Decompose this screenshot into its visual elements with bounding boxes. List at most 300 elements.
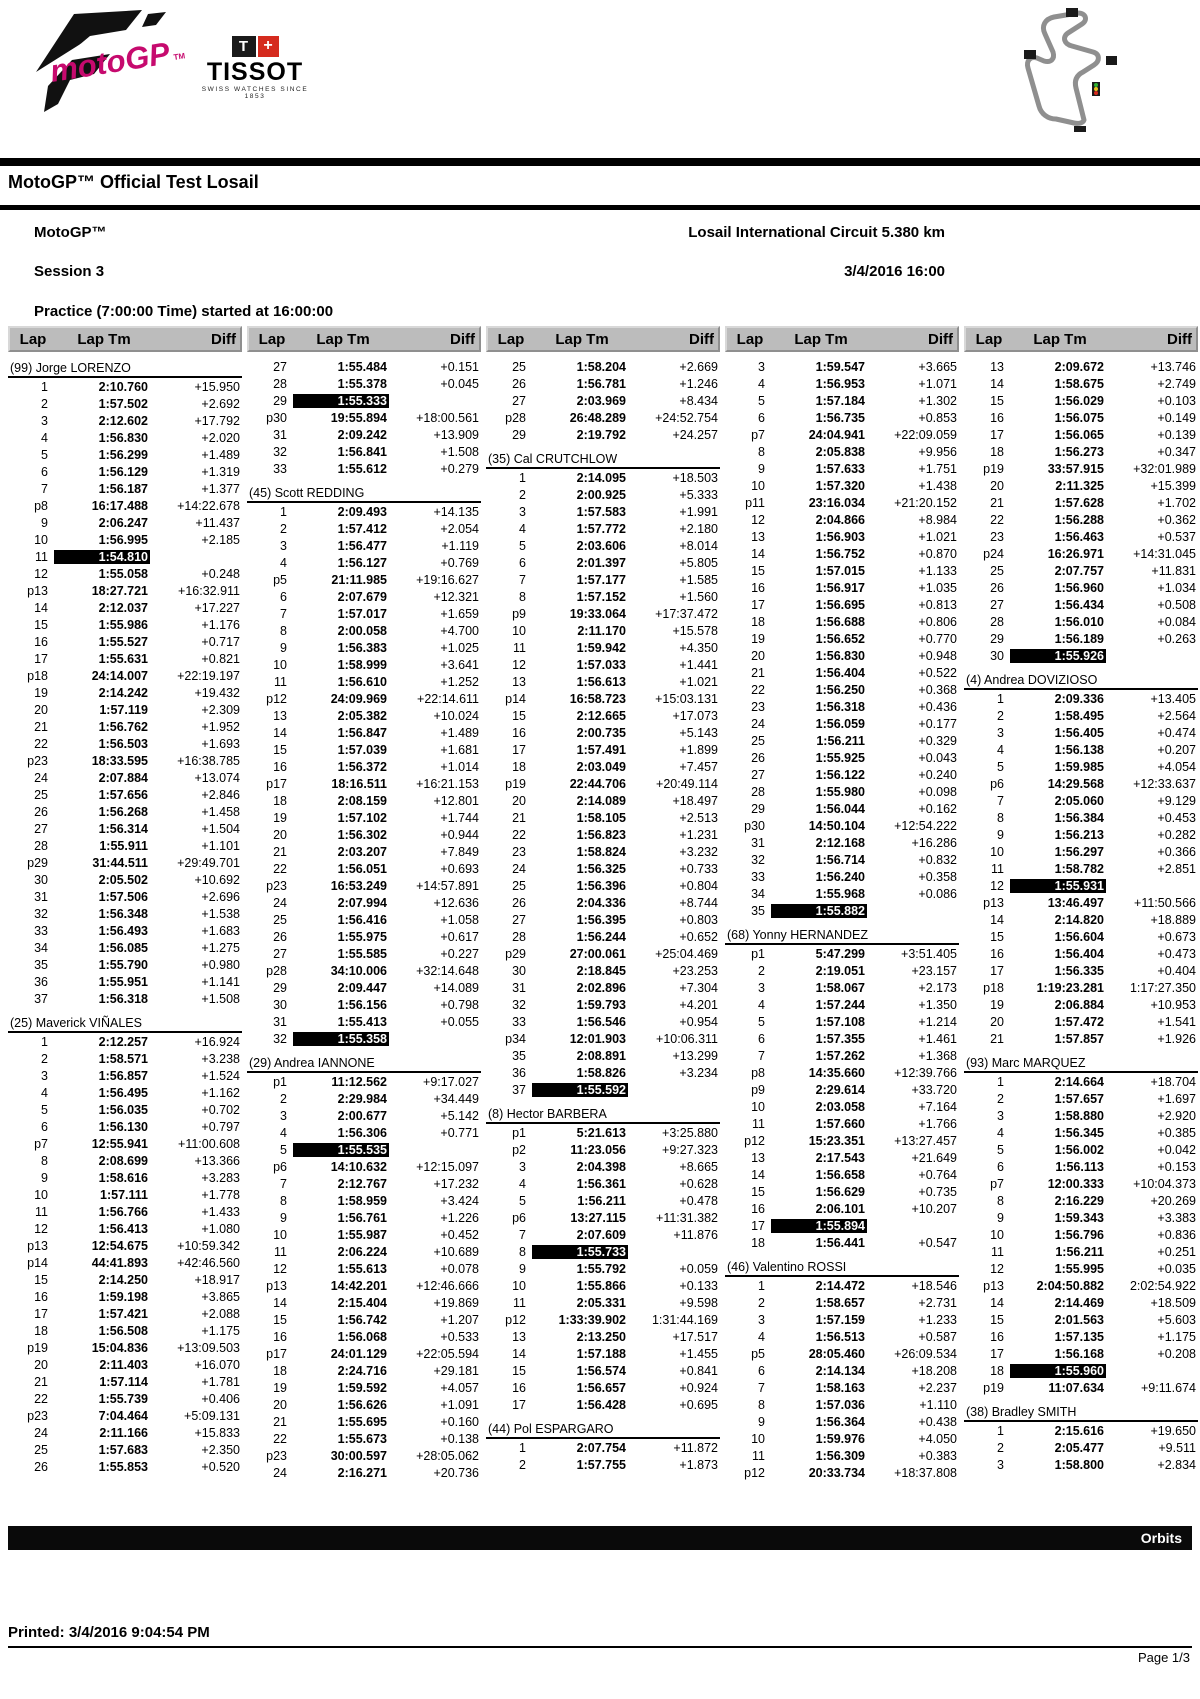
lap-time-cell: 2:05.502 bbox=[98, 872, 148, 887]
lap-row bbox=[725, 1447, 959, 1464]
lap-time-cell: 1:55.866 bbox=[576, 1278, 626, 1293]
lap-diff-cell: +15.950 bbox=[194, 379, 240, 394]
lap-time-cell: 1:56.372 bbox=[337, 759, 387, 774]
lap-number-cell: p13 bbox=[983, 1278, 1004, 1293]
lap-number-cell: 37 bbox=[34, 991, 48, 1006]
lap-diff-cell: +8.014 bbox=[679, 538, 718, 553]
lap-number-cell: 10 bbox=[751, 478, 765, 493]
lap-diff-cell: +1.538 bbox=[201, 906, 240, 921]
page-number: Page 1/3 bbox=[1137, 1650, 1190, 1665]
lap-number-cell: 15 bbox=[34, 1272, 48, 1287]
lap-diff-cell: +18:37.808 bbox=[894, 1465, 957, 1480]
lap-row bbox=[725, 630, 959, 647]
lap-diff-cell: +3.665 bbox=[918, 359, 957, 374]
lap-number-cell: 6 bbox=[41, 464, 48, 479]
column-header-laptime: Lap Tm bbox=[555, 330, 609, 348]
lap-diff-cell: +13:09.503 bbox=[177, 1340, 240, 1355]
lap-diff-cell: +3.238 bbox=[201, 1051, 240, 1066]
lap-diff-cell: +5.603 bbox=[1157, 1312, 1196, 1327]
lap-row bbox=[247, 1107, 481, 1124]
column-header-diff: Diff bbox=[211, 330, 236, 348]
lap-row bbox=[725, 1396, 959, 1413]
lap-row bbox=[8, 1220, 242, 1237]
lap-diff-cell: +0.804 bbox=[679, 878, 718, 893]
lap-time-cell: 1:57.111 bbox=[100, 1187, 148, 1202]
track-label-chip bbox=[1024, 50, 1036, 59]
lap-diff-cell: +1.952 bbox=[201, 719, 240, 734]
lap-time-cell: 2:14.095 bbox=[576, 470, 626, 485]
lap-number-cell: p1 bbox=[751, 946, 765, 961]
lap-row bbox=[247, 460, 481, 477]
lap-number-cell: 17 bbox=[751, 1218, 765, 1233]
lap-row bbox=[247, 1396, 481, 1413]
lap-time-cell: 1:57.244 bbox=[815, 997, 865, 1012]
lap-number-cell: 26 bbox=[751, 750, 765, 765]
lap-diff-cell: +12:15.097 bbox=[416, 1159, 479, 1174]
lap-diff-cell: +0.035 bbox=[1157, 1261, 1196, 1276]
lap-row bbox=[964, 1345, 1198, 1362]
rider-header: (68) Yonny HERNANDEZ bbox=[725, 928, 959, 945]
lap-diff-cell: +0.537 bbox=[1157, 529, 1196, 544]
lap-time-cell: 1:56.953 bbox=[815, 376, 865, 391]
lap-diff-cell: +14:31.045 bbox=[1133, 546, 1196, 561]
lap-diff-cell: +9.598 bbox=[679, 1295, 718, 1310]
lap-number-cell: 22 bbox=[751, 682, 765, 697]
lap-number-cell: 10 bbox=[34, 1187, 48, 1202]
lap-time-cell: 33:57.915 bbox=[1047, 461, 1104, 476]
lap-diff-cell: +0.769 bbox=[440, 555, 479, 570]
lap-time-cell: 2:04.866 bbox=[815, 512, 865, 527]
lap-time-cell: 1:56.495 bbox=[98, 1085, 148, 1100]
lap-time-cell: 1:57.772 bbox=[576, 521, 626, 536]
lap-number-cell: 14 bbox=[273, 725, 287, 740]
lap-diff-cell: +0.078 bbox=[440, 1261, 479, 1276]
lap-number-cell: 12 bbox=[273, 1261, 287, 1276]
lap-time-cell: 2:15.404 bbox=[337, 1295, 387, 1310]
lap-number-cell: 36 bbox=[512, 1065, 526, 1080]
lap-diff-cell: +3:51.405 bbox=[901, 946, 957, 961]
lap-time-cell: 1:56.244 bbox=[576, 929, 626, 944]
lap-diff-cell: +12.636 bbox=[433, 895, 479, 910]
lap-time-cell: 1:59.985 bbox=[1054, 759, 1104, 774]
lap-time-cell: 14:10.632 bbox=[330, 1159, 387, 1174]
lap-row bbox=[8, 429, 242, 446]
lap-number-cell: 3 bbox=[997, 725, 1004, 740]
lap-row bbox=[8, 769, 242, 786]
lap-diff-cell: +13.405 bbox=[1150, 691, 1196, 706]
lap-row bbox=[486, 707, 720, 724]
lap-time-cell: 1:56.113 bbox=[1055, 1159, 1104, 1174]
lap-row bbox=[8, 888, 242, 905]
lap-diff-cell: +0.533 bbox=[440, 1329, 479, 1344]
lap-row bbox=[8, 735, 242, 752]
lap-row bbox=[247, 1430, 481, 1447]
lap-number-cell: 32 bbox=[512, 997, 526, 1012]
lap-row bbox=[486, 809, 720, 826]
lap-diff-cell: +1.014 bbox=[440, 759, 479, 774]
lap-diff-cell: +0.695 bbox=[679, 1397, 718, 1412]
lap-time-cell: 2:09.493 bbox=[337, 504, 387, 519]
lap-row bbox=[486, 826, 720, 843]
lap-time-cell: 1:57.583 bbox=[576, 504, 626, 519]
lap-diff-cell: +10.689 bbox=[433, 1244, 479, 1259]
lap-diff-cell: +1.560 bbox=[679, 589, 718, 604]
lap-row bbox=[725, 1311, 959, 1328]
lap-diff-cell: +1.455 bbox=[679, 1346, 718, 1361]
lap-number-cell: 18 bbox=[273, 793, 287, 808]
lap-number-cell: p30 bbox=[266, 410, 287, 425]
lap-time-cell: 1:57.262 bbox=[815, 1048, 865, 1063]
lap-time-cell: 2:09.242 bbox=[337, 427, 387, 442]
lap-number-cell: 18 bbox=[273, 1363, 287, 1378]
lap-row bbox=[247, 979, 481, 996]
lap-time-cell: 1:56.847 bbox=[337, 725, 387, 740]
lap-time-cell: 1:57.102 bbox=[337, 810, 387, 825]
lap-number-cell: 33 bbox=[34, 923, 48, 938]
lap-diff-cell: +0.717 bbox=[201, 634, 240, 649]
column-header-laptime: Lap Tm bbox=[316, 330, 370, 348]
lap-diff-cell: +18:00.561 bbox=[416, 410, 479, 425]
lap-diff-cell: +3.424 bbox=[440, 1193, 479, 1208]
lap-row bbox=[725, 698, 959, 715]
lap-number-cell: 2 bbox=[997, 1091, 1004, 1106]
lap-diff-cell: +1.585 bbox=[679, 572, 718, 587]
lap-row bbox=[8, 820, 242, 837]
lap-row bbox=[486, 1047, 720, 1064]
lap-time-cell: 2:24.716 bbox=[337, 1363, 387, 1378]
lap-time-cell: 1:57.320 bbox=[815, 478, 865, 493]
lap-row bbox=[8, 1084, 242, 1101]
lap-number-cell: 27 bbox=[751, 767, 765, 782]
lap-row bbox=[8, 990, 242, 1007]
lap-row bbox=[247, 1124, 481, 1141]
rider-header: (25) Maverick VIÑALES bbox=[8, 1016, 242, 1033]
lap-diff-cell: +23.157 bbox=[911, 963, 957, 978]
lap-number-cell: 17 bbox=[751, 597, 765, 612]
lap-row bbox=[247, 1345, 481, 1362]
lap-row bbox=[964, 1013, 1198, 1030]
lap-row bbox=[486, 503, 720, 520]
lap-row bbox=[725, 494, 959, 511]
lap-number-cell: 9 bbox=[280, 640, 287, 655]
lap-row bbox=[247, 1175, 481, 1192]
lap-diff-cell: +0.103 bbox=[1157, 393, 1196, 408]
lap-number-cell: 8 bbox=[280, 623, 287, 638]
lap-row bbox=[8, 667, 242, 684]
lap-row bbox=[8, 378, 242, 395]
lap-number-cell: 2 bbox=[997, 708, 1004, 723]
lap-time-cell: 26:48.289 bbox=[569, 410, 626, 425]
lap-row bbox=[486, 996, 720, 1013]
lap-number-cell: 22 bbox=[273, 861, 287, 876]
lap-time-cell: 1:59.198 bbox=[98, 1289, 148, 1304]
lap-time-cell: 2:03.058 bbox=[815, 1099, 865, 1114]
lap-row bbox=[8, 939, 242, 956]
lap-row bbox=[486, 622, 720, 639]
lap-diff-cell: +1.504 bbox=[201, 821, 240, 836]
lap-number-cell: 25 bbox=[273, 912, 287, 927]
lap-time-cell: 1:57.660 bbox=[815, 1116, 865, 1131]
lap-diff-cell: +11:31.382 bbox=[656, 1210, 718, 1225]
lap-number-cell: 22 bbox=[512, 827, 526, 842]
lap-number-cell: 4 bbox=[758, 1329, 765, 1344]
lap-row bbox=[486, 1311, 720, 1328]
column-header bbox=[8, 326, 242, 352]
lap-time-cell: 2:29.614 bbox=[815, 1082, 865, 1097]
lap-number-cell: p28 bbox=[266, 963, 287, 978]
lap-number-cell: 18 bbox=[751, 614, 765, 629]
lap-row bbox=[725, 962, 959, 979]
lap-time-cell: 2:06.224 bbox=[337, 1244, 387, 1259]
lap-time-cell: 1:56.508 bbox=[98, 1323, 148, 1338]
orbits-bar bbox=[8, 1526, 1192, 1550]
lap-row bbox=[964, 477, 1198, 494]
lap-number-cell: 29 bbox=[512, 427, 526, 442]
lap-number-cell: 19 bbox=[751, 631, 765, 646]
lap-row bbox=[8, 548, 242, 565]
lap-diff-cell: 1:17:27.350 bbox=[1129, 980, 1196, 995]
lap-diff-cell: +0.770 bbox=[918, 631, 957, 646]
lap-time-cell: 2:05.382 bbox=[337, 708, 387, 723]
lap-time-cell: 1:56.796 bbox=[1054, 1227, 1104, 1242]
lap-time-cell: 1:57.033 bbox=[576, 657, 626, 672]
lap-diff-cell: +1.438 bbox=[918, 478, 957, 493]
lap-number-cell: 13 bbox=[751, 529, 765, 544]
lap-number-cell: 30 bbox=[273, 997, 287, 1012]
lap-row bbox=[964, 579, 1198, 596]
lap-row bbox=[247, 758, 481, 775]
lap-row bbox=[964, 1073, 1198, 1090]
lap-time-cell: 1:56.002 bbox=[1054, 1142, 1104, 1157]
lap-diff-cell: +12:46.666 bbox=[416, 1278, 479, 1293]
lap-number-cell: 17 bbox=[990, 963, 1004, 978]
lap-time-cell: 1:56.546 bbox=[576, 1014, 626, 1029]
lap-row bbox=[486, 588, 720, 605]
lap-number-cell: 9 bbox=[41, 1170, 48, 1185]
lap-diff-cell: +0.452 bbox=[440, 1227, 479, 1242]
lap-diff-cell: +9.956 bbox=[918, 444, 957, 459]
lap-row bbox=[486, 1277, 720, 1294]
lap-row bbox=[725, 868, 959, 885]
lap-diff-cell: +0.366 bbox=[1157, 844, 1196, 859]
lap-number-cell: 12 bbox=[751, 512, 765, 527]
lap-number-cell: 11 bbox=[513, 640, 526, 655]
lap-time-cell: 2:10.760 bbox=[98, 379, 148, 394]
lap-row bbox=[964, 1107, 1198, 1124]
lap-time-cell: 1:55.951 bbox=[98, 974, 148, 989]
lap-row bbox=[8, 1067, 242, 1084]
lap-number-cell: 20 bbox=[273, 827, 287, 842]
lap-number-cell: p7 bbox=[34, 1136, 48, 1151]
lap-number-cell: 3 bbox=[758, 980, 765, 995]
lap-diff-cell: +11.872 bbox=[673, 1440, 718, 1455]
lap-row bbox=[8, 582, 242, 599]
lap-time-cell: 1:56.404 bbox=[1054, 946, 1104, 961]
lap-row bbox=[8, 412, 242, 429]
lap-row bbox=[486, 520, 720, 537]
lap-number-cell: 3 bbox=[997, 1108, 1004, 1123]
lap-time-cell: 1:56.211 bbox=[816, 733, 865, 748]
lap-row bbox=[247, 1013, 481, 1030]
lap-time-cell: 1:55.413 bbox=[337, 1014, 387, 1029]
lap-row bbox=[964, 630, 1198, 647]
lap-diff-cell: +18.509 bbox=[1150, 1295, 1196, 1310]
lap-row bbox=[486, 1124, 720, 1141]
lap-number-cell: 16 bbox=[34, 634, 48, 649]
lap-diff-cell: +1.319 bbox=[201, 464, 240, 479]
lap-diff-cell: +19.650 bbox=[1150, 1423, 1196, 1438]
lap-row bbox=[964, 724, 1198, 741]
lap-row bbox=[247, 1073, 481, 1090]
lap-number-cell: 35 bbox=[34, 957, 48, 972]
lap-number-cell: 15 bbox=[751, 563, 765, 578]
lap-time-cell: 1:56.761 bbox=[337, 1210, 387, 1225]
lap-diff-cell: +3:25.880 bbox=[662, 1125, 718, 1140]
lap-row bbox=[725, 1064, 959, 1081]
lap-row bbox=[8, 395, 242, 412]
lap-row bbox=[725, 1132, 959, 1149]
lap-row bbox=[725, 715, 959, 732]
lap-row bbox=[725, 749, 959, 766]
lap-time-cell: 2:00.677 bbox=[337, 1108, 387, 1123]
lap-time-cell: 5:21.613 bbox=[576, 1125, 626, 1140]
lap-row bbox=[486, 877, 720, 894]
lap-row bbox=[964, 1192, 1198, 1209]
lap-number-cell: 14 bbox=[751, 546, 765, 561]
lap-row bbox=[8, 1407, 242, 1424]
lap-row bbox=[725, 409, 959, 426]
lap-time-cell: 1:59.793 bbox=[576, 997, 626, 1012]
lap-diff-cell: +0.240 bbox=[918, 767, 957, 782]
lap-row bbox=[964, 792, 1198, 809]
lap-row bbox=[486, 1013, 720, 1030]
lap-diff-cell: +0.086 bbox=[918, 886, 957, 901]
lap-row bbox=[486, 1328, 720, 1345]
lap-diff-cell: +1.025 bbox=[440, 640, 479, 655]
lap-time-cell: 2:07.757 bbox=[1054, 563, 1104, 578]
lap-row bbox=[247, 409, 481, 426]
lap-time-cell: 22:44.706 bbox=[569, 776, 626, 791]
column-header-lap: Lap bbox=[975, 330, 1003, 348]
lap-time-cell: 27:00.061 bbox=[569, 946, 626, 961]
lap-number-cell: 28 bbox=[990, 614, 1004, 629]
lap-number-cell: 27 bbox=[512, 393, 526, 408]
lap-time-cell: 1:56.960 bbox=[1054, 580, 1104, 595]
lap-number-cell: p13 bbox=[27, 1238, 48, 1253]
lap-row bbox=[964, 1422, 1198, 1439]
lap-row bbox=[725, 596, 959, 613]
lap-number-cell: 16 bbox=[751, 580, 765, 595]
lap-number-cell: 11 bbox=[991, 861, 1004, 876]
rider-header: (46) Valentino ROSSI bbox=[725, 1260, 959, 1277]
lap-time-cell: 1:56.318 bbox=[815, 699, 865, 714]
lap-number-cell: 27 bbox=[273, 359, 287, 374]
lap-number-cell: 5 bbox=[758, 1014, 765, 1029]
lap-diff-cell: +0.980 bbox=[201, 957, 240, 972]
best-lap-time-cell: 1:55.931 bbox=[1010, 879, 1106, 893]
lap-number-cell: 14 bbox=[273, 1295, 287, 1310]
lap-time-cell: 2:07.994 bbox=[337, 895, 387, 910]
lap-diff-cell: +0.153 bbox=[1157, 1159, 1196, 1174]
lap-row bbox=[725, 1379, 959, 1396]
lap-number-cell: 7 bbox=[280, 606, 287, 621]
lap-diff-cell: +17.517 bbox=[672, 1329, 718, 1344]
lap-row bbox=[725, 1047, 959, 1064]
lap-time-cell: 1:56.065 bbox=[1054, 427, 1104, 442]
lap-row bbox=[247, 1277, 481, 1294]
lap-row bbox=[247, 809, 481, 826]
lap-time-cell: 24:01.129 bbox=[330, 1346, 387, 1361]
lap-time-cell: 1:56.213 bbox=[1054, 827, 1104, 842]
lap-row bbox=[964, 996, 1198, 1013]
best-lap-time-cell: 1:55.926 bbox=[1010, 649, 1106, 663]
lap-number-cell: 10 bbox=[273, 1227, 287, 1242]
lap-time-cell: 1:56.610 bbox=[337, 674, 387, 689]
lap-time-cell: 1:56.302 bbox=[337, 827, 387, 842]
track-label-chip bbox=[1074, 126, 1086, 132]
lap-number-cell: p19 bbox=[505, 776, 526, 791]
lap-number-cell: 18 bbox=[751, 1235, 765, 1250]
lap-row bbox=[486, 1260, 720, 1277]
lap-number-cell: 9 bbox=[41, 515, 48, 530]
lap-time-cell: 11:23.056 bbox=[570, 1142, 626, 1157]
lap-row bbox=[725, 1200, 959, 1217]
lap-time-cell: 2:08.891 bbox=[576, 1048, 626, 1063]
lap-diff-cell: +2.731 bbox=[918, 1295, 957, 1310]
lap-time-cell: 24:09.969 bbox=[330, 691, 387, 706]
lap-number-cell: 26 bbox=[990, 580, 1004, 595]
lap-number-cell: p17 bbox=[266, 776, 287, 791]
lap-diff-cell: +0.207 bbox=[1157, 742, 1196, 757]
lap-number-cell: 7 bbox=[519, 1227, 526, 1242]
lap-time-cell: 2:05.060 bbox=[1054, 793, 1104, 808]
lap-diff-cell: +1.058 bbox=[440, 912, 479, 927]
lap-diff-cell: +15.833 bbox=[194, 1425, 240, 1440]
lap-diff-cell: +14:22.678 bbox=[177, 498, 240, 513]
lap-time-cell: 1:56.273 bbox=[1054, 444, 1104, 459]
lap-diff-cell: +0.162 bbox=[918, 801, 957, 816]
lap-number-cell: 1 bbox=[997, 1423, 1004, 1438]
lap-number-cell: 23 bbox=[990, 529, 1004, 544]
lap-number-cell: 11 bbox=[752, 1448, 765, 1463]
lap-row bbox=[486, 945, 720, 962]
lap-number-cell: 35 bbox=[751, 903, 765, 918]
lap-row bbox=[247, 707, 481, 724]
lap-number-cell: 22 bbox=[273, 1431, 287, 1446]
tissot-swiss-cross: + bbox=[258, 36, 279, 57]
lap-diff-cell: +0.813 bbox=[918, 597, 957, 612]
lap-time-cell: 13:27.115 bbox=[570, 1210, 626, 1225]
rider-header: (99) Jorge LORENZO bbox=[8, 361, 242, 378]
lap-time-cell: 16:53.249 bbox=[330, 878, 387, 893]
lap-row bbox=[247, 605, 481, 622]
lap-time-cell: 34:10.006 bbox=[330, 963, 387, 978]
lap-row bbox=[725, 426, 959, 443]
lap-diff-cell: +0.282 bbox=[1157, 827, 1196, 842]
lap-row bbox=[964, 979, 1198, 996]
lap-time-cell: 1:58.999 bbox=[337, 657, 387, 672]
lap-time-cell: 1:55.631 bbox=[98, 651, 148, 666]
lap-row bbox=[247, 996, 481, 1013]
lap-time-cell: 15:04.836 bbox=[91, 1340, 148, 1355]
lap-row bbox=[486, 426, 720, 443]
rider-header: (38) Bradley SMITH bbox=[964, 1405, 1198, 1422]
lap-diff-cell: +0.478 bbox=[679, 1193, 718, 1208]
lap-number-cell: p6 bbox=[990, 776, 1004, 791]
lap-number-cell: 5 bbox=[280, 1142, 287, 1157]
lap-row bbox=[8, 803, 242, 820]
lap-row bbox=[725, 528, 959, 545]
